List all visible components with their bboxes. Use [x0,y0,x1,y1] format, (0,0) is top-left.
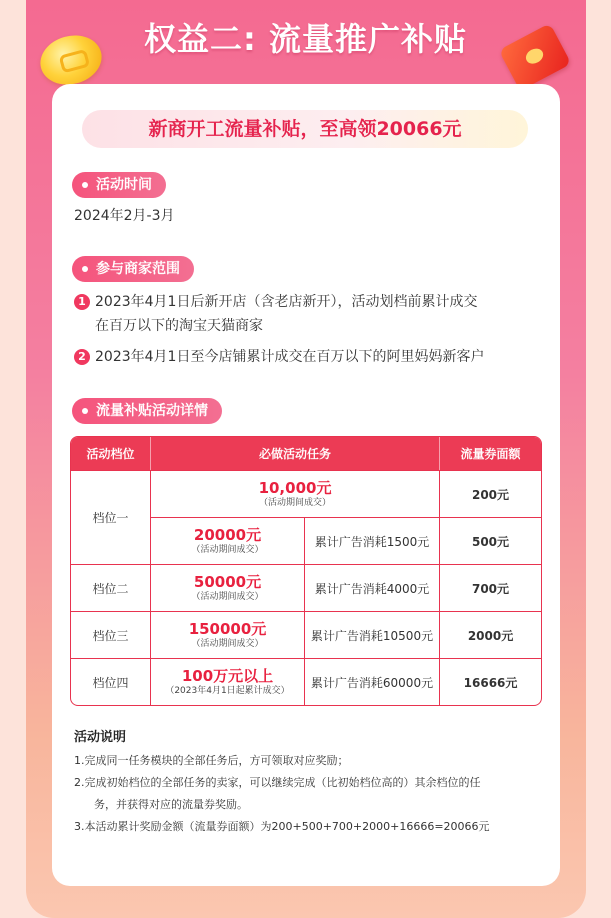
subsidy-table [70,436,542,706]
table-row [71,564,541,611]
table-header-task: 必做活动任务 [151,437,440,470]
spend-cell: 累计广告消耗1500元 [305,517,440,564]
task-amount: 50000元 [193,573,262,591]
task-note: （活动期间成交） [191,639,264,649]
notes-list [74,750,544,838]
spend-cell: 累计广告消耗4000元 [305,564,440,611]
scope-item-1-line2: 在百万以下的淘宝天猫商家 [95,318,263,334]
note-item: 务，并获得对应的流量券奖励。 [94,798,248,811]
table-row [71,658,541,705]
reward-cell: 500元 [440,517,541,564]
note-item: 1.完成同一任务模块的全部任务后，方可领取对应奖励； [74,754,349,767]
level-cell: 档位二 [71,564,151,611]
note-item: 3.本活动累计奖励金额（流量券面额）为200+500+700+2000+16666=20066元 [74,820,490,833]
table-header-level: 活动档位 [71,437,151,470]
level-cell: 档位三 [71,611,151,658]
task-note: （活动期间成交） [191,592,264,602]
task-amount: 100万元以上 [181,667,274,685]
task-cell [151,658,305,705]
reward-cell: 16666元 [440,658,541,705]
level-cell: 档位四 [71,658,151,705]
task-note: （2023年4月1日起累计成交） [165,686,290,696]
section-tag-scope: 参与商家范围 [72,256,194,282]
table-header-row [71,437,541,470]
reward-cell: 200元 [440,470,541,517]
page-title: 权益二: 流量推广补贴 [144,20,467,58]
scope-item-1-line1: 2023年4月1日后新开店（含老店新开），活动划档前累计成交 [95,294,478,310]
level-cell: 档位一 [71,470,151,564]
task-note: （活动期间成交） [259,498,332,508]
notes-title: 活动说明 [74,730,127,745]
task-cell [151,517,305,564]
task-amount: 150000元 [188,620,267,638]
spend-cell: 累计广告消耗60000元 [305,658,440,705]
task-cell [151,564,305,611]
table-row [71,611,541,658]
scope-item-2-line1: 2023年4月1日至今店铺累计成交在百万以下的阿里妈妈新客户 [95,349,485,365]
list-number-2: 2 [74,349,90,365]
list-number-1: 1 [74,294,90,310]
table-row [71,470,541,517]
task-amount: 10,000元 [258,479,332,497]
reward-cell: 700元 [440,564,541,611]
spend-cell: 累计广告消耗10500元 [305,611,440,658]
banner-title: 新商开工流量补贴，至高领20066元 [82,110,528,148]
section-tag-details: 流量补贴活动详情 [72,398,222,424]
table-header-reward: 流量券面额 [440,437,541,470]
task-note: （活动期间成交） [191,545,264,555]
task-cell [151,611,305,658]
task-amount: 20000元 [193,526,262,544]
content-card [52,84,560,886]
reward-cell: 2000元 [440,611,541,658]
section-tag-time: 活动时间 [72,172,166,198]
task-cell [151,470,440,517]
note-item: 2.完成初始档位的全部任务的卖家，可以继续完成（比初始档位高的）其余档位的任 [74,776,481,789]
time-value: 2024年2月-3月 [74,208,175,224]
